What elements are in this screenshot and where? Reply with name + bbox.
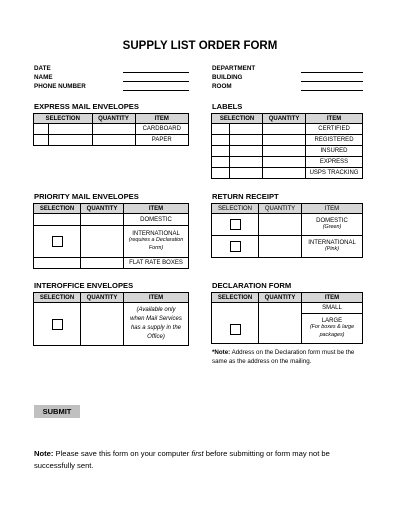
declaration-small-item: SMALL [302, 303, 363, 314]
labels-table [211, 113, 363, 179]
table-row [212, 157, 363, 168]
interoffice-checkbox[interactable] [52, 319, 63, 330]
date-field[interactable] [123, 72, 189, 73]
labels-express-cell [212, 157, 230, 168]
table-row [34, 226, 189, 258]
table-row [212, 236, 363, 258]
labels-express-checkbox[interactable] [230, 157, 263, 168]
labels-tracking-cell [212, 168, 230, 179]
selection-header: SELECTION [212, 114, 263, 124]
name-field[interactable] [123, 81, 189, 82]
return-domestic-selection[interactable] [212, 214, 259, 236]
quantity-header: QUANTITY [92, 114, 135, 124]
table-row [34, 135, 189, 146]
department-label: DEPARTMENT [212, 65, 256, 72]
selection-header: SELECTION [212, 293, 259, 303]
priority-flatrate-item: FLAT RATE BOXES [124, 258, 189, 269]
priority-flatrate-selection[interactable] [34, 258, 81, 269]
return-domestic-item [302, 214, 363, 236]
express-paper-cell [49, 135, 93, 146]
express-title: EXPRESS MAIL ENVELOPES [34, 102, 139, 111]
building-label: BUILDING [212, 74, 243, 81]
bottom-note-emphasis: first [191, 449, 204, 458]
item-header: ITEM [124, 204, 189, 214]
labels-express-quantity[interactable] [263, 157, 306, 168]
labels-tracking-checkbox[interactable] [230, 168, 263, 179]
item-header: ITEM [124, 293, 189, 303]
declaration-note-text: Address on the Declaration form must be the same as the address on the mailing. [212, 349, 355, 365]
selection-header: SELECTION [34, 114, 93, 124]
phone-label: PHONE NUMBER [34, 83, 86, 90]
express-cardboard-item: CARDBOARD [135, 124, 189, 135]
declaration-large-note: (For boxes & large packages) [309, 324, 355, 338]
labels-certified-checkbox[interactable] [230, 124, 263, 135]
return-international-checkbox[interactable] [230, 241, 241, 252]
declaration-selection[interactable] [212, 303, 259, 344]
return-international-item [302, 236, 363, 258]
return-international-quantity[interactable] [259, 236, 302, 258]
quantity-header: QUANTITY [81, 293, 124, 303]
express-paper-checkbox[interactable] [34, 135, 49, 146]
room-label: ROOM [212, 83, 232, 90]
declaration-large-item [302, 314, 363, 344]
table-row [34, 124, 189, 135]
interoffice-selection[interactable] [34, 303, 81, 346]
item-header: ITEM [135, 114, 189, 124]
priority-table [33, 203, 189, 269]
return-international-selection[interactable] [212, 236, 259, 258]
labels-insured-cell [212, 146, 230, 157]
table-row [212, 135, 363, 146]
priority-title: PRIORITY MAIL ENVELOPES [34, 192, 139, 201]
department-field[interactable] [301, 72, 363, 73]
labels-registered-cell [212, 135, 230, 146]
interoffice-item [124, 303, 189, 346]
return-domestic-note: (Green) [322, 223, 342, 230]
return-receipt-title: RETURN RECEIPT [212, 192, 279, 201]
table-row [212, 124, 363, 135]
express-paper-item: PAPER [135, 135, 189, 146]
submit-button[interactable]: SUBMIT [34, 405, 80, 418]
priority-flatrate-quantity[interactable] [81, 258, 124, 269]
express-table [33, 113, 189, 146]
express-cardboard-quantity[interactable] [92, 124, 135, 135]
bottom-note-part2: before submitting or form may not be successfully sent. [34, 449, 330, 470]
table-row [212, 146, 363, 157]
priority-international-checkbox[interactable] [52, 236, 63, 247]
quantity-header: QUANTITY [259, 204, 302, 214]
declaration-table [211, 292, 363, 344]
labels-registered-item: REGISTERED [306, 135, 363, 146]
labels-tracking-quantity[interactable] [263, 168, 306, 179]
return-domestic-quantity[interactable] [259, 214, 302, 236]
priority-domestic-selection[interactable] [34, 214, 81, 226]
table-row [34, 258, 189, 269]
name-label: NAME [34, 74, 53, 81]
date-label: DATE [34, 65, 51, 72]
return-receipt-table [211, 203, 363, 258]
declaration-note-label: *Note: [212, 349, 231, 356]
return-international-note: (Pink) [324, 245, 340, 252]
declaration-large-label: LARGE [321, 318, 343, 324]
table-row [34, 214, 189, 226]
labels-certified-quantity[interactable] [263, 124, 306, 135]
declaration-quantity[interactable] [259, 303, 302, 344]
bottom-note [34, 448, 369, 472]
labels-registered-checkbox[interactable] [230, 135, 263, 146]
table-row [212, 168, 363, 179]
priority-domestic-item: DOMESTIC [124, 214, 189, 226]
building-field[interactable] [301, 81, 363, 82]
quantity-header: QUANTITY [263, 114, 306, 124]
interoffice-title: INTEROFFICE ENVELOPES [34, 281, 134, 290]
priority-domestic-quantity[interactable] [81, 214, 124, 226]
express-paper-quantity[interactable] [92, 135, 135, 146]
priority-international-note: (requires a Declaration Form) [128, 237, 184, 251]
item-header: ITEM [302, 204, 363, 214]
labels-title: LABELS [212, 102, 243, 111]
interoffice-quantity[interactable] [81, 303, 124, 346]
express-cardboard-cell [49, 124, 93, 135]
form-title: SUPPLY LIST ORDER FORM [122, 40, 278, 52]
table-row [212, 303, 363, 314]
labels-insured-item: INSURED [306, 146, 363, 157]
labels-certified-cell [212, 124, 230, 135]
labels-registered-quantity[interactable] [263, 135, 306, 146]
table-row [212, 214, 363, 236]
labels-certified-item: CERTIFIED [306, 124, 363, 135]
priority-international-quantity[interactable] [81, 226, 124, 258]
room-field[interactable] [301, 90, 363, 91]
labels-insured-checkbox[interactable] [230, 146, 263, 157]
express-cardboard-checkbox[interactable] [34, 124, 49, 135]
item-header: ITEM [306, 114, 363, 124]
priority-international-label: INTERNATIONAL [132, 231, 180, 237]
labels-tracking-item: USPS TRACKING [306, 168, 363, 179]
return-domestic-label: DOMESTIC [316, 217, 348, 224]
interoffice-table [33, 292, 189, 346]
quantity-header: QUANTITY [259, 293, 302, 303]
priority-international-selection[interactable] [34, 226, 81, 258]
labels-express-item: EXPRESS [306, 157, 363, 168]
table-row [34, 303, 189, 346]
quantity-header: QUANTITY [81, 204, 124, 214]
interoffice-note: (Available only when Mail Services has a supply in the Office) [130, 307, 182, 340]
phone-field[interactable] [123, 90, 189, 91]
bottom-note-part1: Please save this form on your computer [53, 449, 192, 458]
item-header: ITEM [302, 293, 363, 303]
declaration-title: DECLARATION FORM [212, 281, 292, 290]
bottom-note-label: Note: [34, 449, 54, 458]
declaration-note [212, 348, 368, 366]
selection-header: SELECTION [212, 204, 259, 214]
declaration-checkbox[interactable] [230, 324, 241, 335]
priority-international-item [124, 226, 189, 258]
labels-insured-quantity[interactable] [263, 146, 306, 157]
return-international-label: INTERNATIONAL [308, 239, 356, 246]
return-domestic-checkbox[interactable] [230, 219, 241, 230]
selection-header: SELECTION [34, 204, 81, 214]
selection-header: SELECTION [34, 293, 81, 303]
